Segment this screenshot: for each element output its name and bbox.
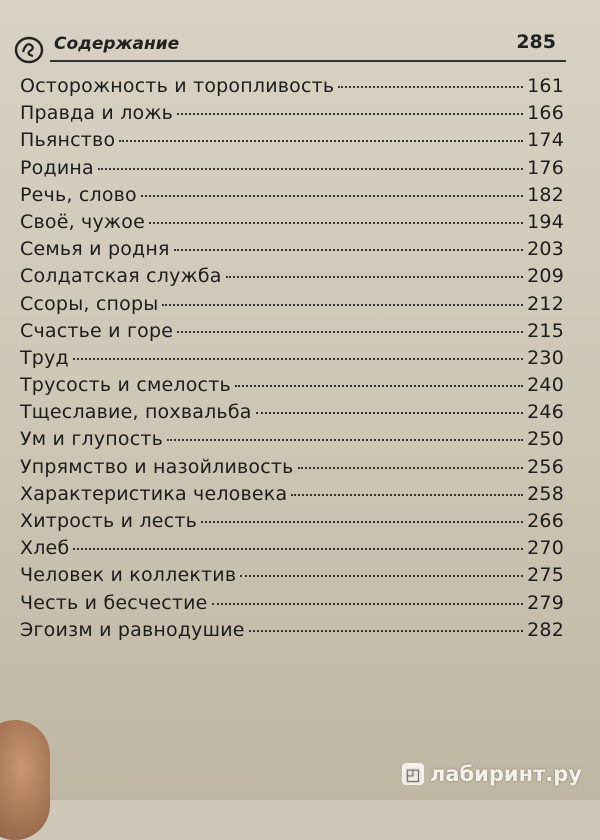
toc-entry-page: 275 bbox=[527, 564, 564, 587]
toc-entry bbox=[20, 401, 564, 428]
dot-leader bbox=[212, 603, 524, 605]
page-header bbox=[14, 30, 574, 70]
page-number: 285 bbox=[516, 31, 556, 53]
toc-entry-page: 182 bbox=[527, 183, 564, 206]
toc-entry-title: Хлеб bbox=[20, 537, 70, 560]
dot-leader bbox=[177, 113, 523, 115]
toc-entry bbox=[20, 238, 564, 265]
toc-entry bbox=[20, 265, 564, 292]
dot-leader bbox=[226, 276, 523, 278]
dot-leader bbox=[167, 439, 523, 441]
dot-leader bbox=[240, 575, 523, 577]
toc-entry-page: 174 bbox=[527, 129, 564, 152]
toc-entry bbox=[20, 129, 564, 156]
dot-leader bbox=[98, 168, 523, 170]
toc-entry bbox=[20, 428, 564, 455]
header-rule bbox=[50, 60, 566, 62]
toc-entry-page: 203 bbox=[527, 238, 564, 261]
toc-entry-title: Солдатская служба bbox=[20, 265, 222, 288]
toc-entry-title: Человек и коллектив bbox=[20, 564, 237, 587]
toc-entry bbox=[20, 157, 564, 184]
toc-entry bbox=[20, 75, 564, 102]
dot-leader bbox=[298, 467, 524, 469]
toc-entry-page: 250 bbox=[527, 428, 564, 451]
toc-entry-page: 215 bbox=[527, 319, 564, 342]
toc-entry-title: Хитрость и лесть bbox=[20, 510, 198, 532]
toc-entry-page: 279 bbox=[527, 591, 564, 614]
dot-leader bbox=[235, 385, 523, 387]
toc-entry bbox=[20, 483, 564, 510]
toc-entry-title: Упрямство и назойливость bbox=[20, 455, 294, 478]
toc-entry-title: Эгоизм и равнодушие bbox=[20, 618, 245, 641]
dot-leader bbox=[149, 222, 523, 224]
toc-entry bbox=[20, 374, 564, 401]
watermark-text: лабиринт.ру bbox=[429, 762, 582, 786]
toc-entry-page: 209 bbox=[527, 265, 564, 288]
toc-entry bbox=[20, 184, 564, 211]
toc-entry-page: 212 bbox=[527, 292, 564, 315]
decorative-emblem-icon bbox=[14, 36, 44, 64]
toc-entry-title: Честь и бесчестие bbox=[20, 591, 208, 614]
watermark bbox=[402, 762, 582, 786]
toc-entry-title: Трусость и смелость bbox=[20, 374, 231, 397]
dot-leader bbox=[119, 140, 523, 142]
toc-entry-title: Своё, чужое bbox=[20, 210, 145, 233]
toc-entry bbox=[20, 211, 564, 238]
table-of-contents bbox=[20, 75, 564, 646]
dot-leader bbox=[141, 195, 523, 197]
dot-leader bbox=[256, 412, 524, 414]
toc-entry bbox=[20, 347, 564, 374]
toc-entry bbox=[20, 592, 564, 619]
toc-entry-page: 161 bbox=[527, 75, 564, 97]
toc-entry-title: Тщеславие, похвальба bbox=[20, 401, 252, 424]
toc-entry bbox=[20, 293, 564, 320]
toc-entry-page: 266 bbox=[527, 510, 564, 532]
section-title: Содержание bbox=[54, 34, 180, 54]
toc-entry bbox=[20, 320, 564, 347]
dot-leader bbox=[201, 521, 523, 523]
toc-entry bbox=[20, 456, 564, 483]
toc-entry-title: Осторожность и торопливость bbox=[20, 75, 335, 97]
toc-entry-title: Ум и глупость bbox=[20, 428, 164, 451]
toc-entry-title: Правда и ложь bbox=[20, 102, 174, 125]
labirint-logo-icon: ◰ bbox=[402, 763, 424, 785]
dot-leader bbox=[291, 494, 523, 496]
toc-entry-title: Ссоры, споры bbox=[20, 292, 159, 315]
toc-entry bbox=[20, 619, 564, 646]
toc-entry-title: Речь, слово bbox=[20, 183, 137, 206]
dot-leader bbox=[73, 548, 523, 550]
toc-entry bbox=[20, 537, 564, 564]
toc-entry-page: 246 bbox=[527, 401, 564, 424]
toc-entry-page: 166 bbox=[527, 102, 564, 125]
toc-entry-page: 270 bbox=[527, 537, 564, 560]
dot-leader bbox=[162, 304, 523, 306]
toc-entry-title: Счастье и горе bbox=[20, 319, 174, 342]
toc-entry-page: 240 bbox=[527, 374, 564, 397]
toc-entry-page: 194 bbox=[527, 210, 564, 233]
toc-entry bbox=[20, 564, 564, 591]
toc-entry-page: 258 bbox=[527, 482, 564, 505]
toc-entry-title: Родина bbox=[20, 156, 94, 179]
toc-entry bbox=[20, 102, 564, 129]
toc-entry-page: 176 bbox=[527, 156, 564, 179]
dot-leader bbox=[249, 630, 523, 632]
dot-leader bbox=[73, 358, 523, 360]
toc-entry-page: 256 bbox=[527, 455, 564, 478]
toc-entry-title: Семья и родня bbox=[20, 238, 170, 261]
dot-leader bbox=[338, 86, 523, 88]
toc-entry bbox=[20, 510, 564, 537]
toc-entry-title: Характеристика человека bbox=[20, 482, 288, 505]
toc-entry-title: Труд bbox=[20, 346, 69, 369]
toc-entry-title: Пьянство bbox=[20, 129, 116, 152]
toc-entry-page: 282 bbox=[527, 618, 564, 641]
dot-leader bbox=[177, 331, 523, 333]
dot-leader bbox=[174, 249, 524, 251]
toc-entry-page: 230 bbox=[527, 346, 564, 369]
finger bbox=[0, 720, 50, 840]
